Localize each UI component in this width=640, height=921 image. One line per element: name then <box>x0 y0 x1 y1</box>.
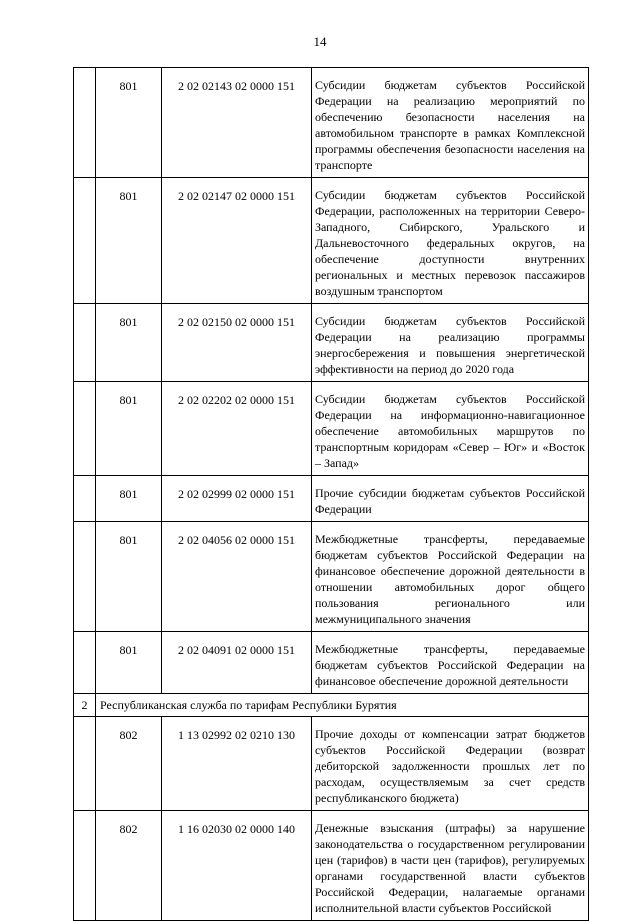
table-row <box>74 717 589 811</box>
row-number-cell <box>74 68 96 178</box>
table-row <box>74 476 589 522</box>
table-row <box>74 178 589 304</box>
section-header-row <box>74 694 589 717</box>
admin-code-cell: 802 <box>96 811 162 921</box>
admin-code-cell: 801 <box>96 522 162 632</box>
table-row <box>74 68 589 178</box>
budget-code-cell: 1 13 02992 02 0210 130 <box>162 717 312 811</box>
row-number-cell <box>74 632 96 694</box>
row-number-cell <box>74 522 96 632</box>
description-cell: Денежные взыскания (штрафы) за нарушение законодательства о государственном регулировании цен (тарифов) в части цен (тарифов), регулируемых органами государственной власти субъектов Российской Федерации, налагаемые органами исполнительной власти субъектов Российской <box>312 811 589 921</box>
budget-code-cell: 2 02 02999 02 0000 151 <box>162 476 312 522</box>
row-number-cell <box>74 178 96 304</box>
description-cell: Межбюджетные трансферты, передаваемые бюджетам субъектов Российской Федерации на финансовое обеспечение дорожной деятельности <box>312 632 589 694</box>
description-cell: Субсидии бюджетам субъектов Российской Федерации на информационно-навигационное обеспечение автомобильных маршрутов по транспортным коридорам «Север – Юг» и «Восток – Запад» <box>312 382 589 476</box>
budget-code-cell: 2 02 02147 02 0000 151 <box>162 178 312 304</box>
table-row <box>74 811 589 921</box>
admin-code-cell: 801 <box>96 382 162 476</box>
description-cell: Субсидии бюджетам субъектов Российской Федерации на реализацию мероприятий по обеспечению безопасности населения на автомобильном транспорте в рамках Комплексной программы обеспечения безопасности населения на транспорте <box>312 68 589 178</box>
description-cell: Прочие доходы от компенсации затрат бюджетов субъектов Российской Федерации (возврат дебиторской задолженности прошлых лет по расходам, осуществляемым за счет средств республиканского бюджета) <box>312 717 589 811</box>
admin-code-cell: 801 <box>96 68 162 178</box>
admin-code-cell: 801 <box>96 632 162 694</box>
budget-code-cell: 2 02 02150 02 0000 151 <box>162 304 312 382</box>
table-row <box>74 304 589 382</box>
row-number-cell <box>74 382 96 476</box>
table-row <box>74 632 589 694</box>
budget-code-cell: 2 02 02202 02 0000 151 <box>162 382 312 476</box>
admin-code-cell: 802 <box>96 717 162 811</box>
table-body <box>74 68 589 921</box>
table-row <box>74 522 589 632</box>
table-row <box>74 382 589 476</box>
row-number-cell <box>74 811 96 921</box>
budget-code-cell: 2 02 04056 02 0000 151 <box>162 522 312 632</box>
row-number-cell <box>74 717 96 811</box>
admin-code-cell: 801 <box>96 178 162 304</box>
revenue-codes-table <box>73 67 589 921</box>
description-cell: Прочие субсидии бюджетам субъектов Российской Федерации <box>312 476 589 522</box>
budget-code-cell: 2 02 04091 02 0000 151 <box>162 632 312 694</box>
budget-code-cell: 1 16 02030 02 0000 140 <box>162 811 312 921</box>
admin-code-cell: 801 <box>96 476 162 522</box>
row-number-cell <box>74 476 96 522</box>
section-number: 2 <box>74 694 96 717</box>
section-title: Республиканская служба по тарифам Республики Бурятия <box>96 694 589 717</box>
budget-code-cell: 2 02 02143 02 0000 151 <box>162 68 312 178</box>
description-cell: Субсидии бюджетам субъектов Российской Федерации на реализацию программы энергосбережения и повышения энергетической эффективности на период до 2020 года <box>312 304 589 382</box>
description-cell: Межбюджетные трансферты, передаваемые бюджетам субъектов Российской Федерации на финансовое обеспечение дорожной деятельности в отношении автомобильных дорог общего пользования регионального или межмуниципального значения <box>312 522 589 632</box>
page-number: 14 <box>313 34 327 49</box>
description-cell: Субсидии бюджетам субъектов Российской Федерации, расположенных на территории Северо-Западного, Сибирского, Уральского и Дальневосточного федеральных округов, на обеспечение доступности внутренних региональных и местных перевозок пассажиров воздушным транспортом <box>312 178 589 304</box>
row-number-cell <box>74 304 96 382</box>
admin-code-cell: 801 <box>96 304 162 382</box>
